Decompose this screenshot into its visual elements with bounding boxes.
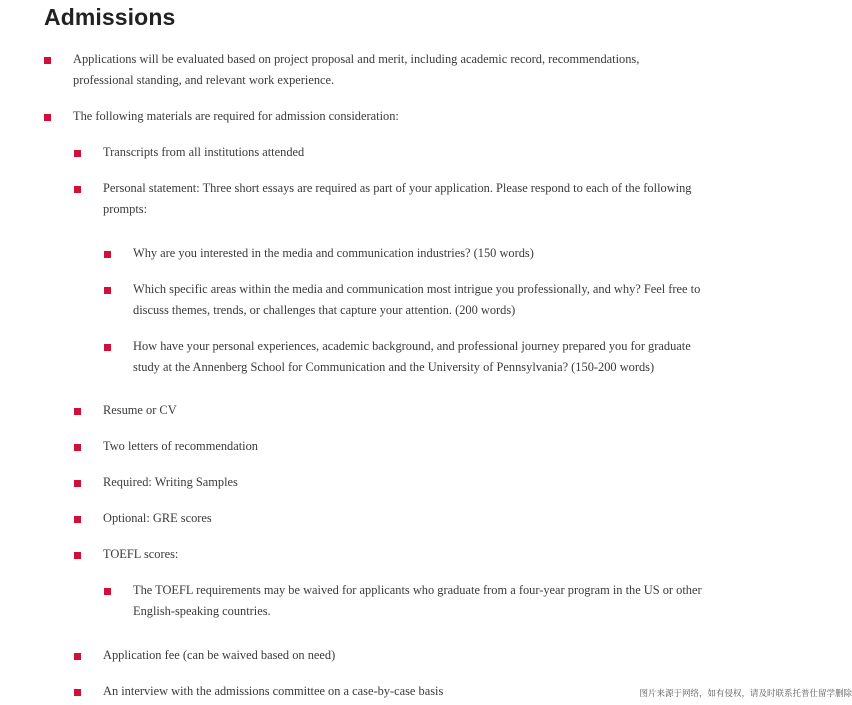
bullet-icon	[104, 344, 111, 351]
page-title: Admissions	[44, 4, 176, 30]
list-item-text: Which specific areas within the media and communication most intrigue you professionally, and why? Feel free to	[133, 282, 701, 296]
list-item-text: Optional: GRE scores	[103, 511, 212, 525]
list-item	[103, 472, 763, 493]
list-item	[133, 580, 763, 622]
bullet-icon	[44, 57, 51, 64]
list-item	[103, 645, 763, 666]
list-item-text: TOEFL scores:	[103, 547, 179, 561]
bullet-icon	[104, 251, 111, 258]
list-item	[103, 142, 763, 163]
bullet-icon	[74, 408, 81, 415]
list-item-text: Applications will be evaluated based on project proposal and merit, including academic record, recommendations,	[73, 52, 640, 66]
list-item	[73, 49, 733, 91]
list-item-text: Personal statement: Three short essays are required as part of your application. Please respond to each of the following	[103, 181, 692, 195]
list-item	[133, 243, 763, 264]
list-item-text: professional standing, and relevant work experience.	[73, 73, 335, 87]
list-item-text: study at the Annenberg School for Communication and the University of Pennsylvania? (150-200 words)	[133, 360, 655, 374]
bullet-icon	[104, 287, 111, 294]
bullet-icon	[74, 480, 81, 487]
bullet-icon	[74, 444, 81, 451]
list-item-text: Required: Writing Samples	[103, 475, 238, 489]
list-item-text: English-speaking countries.	[133, 604, 271, 618]
watermark-text: 图片来源于网络，如有侵权，请及时联系托普仕留学删除	[639, 689, 852, 699]
list-item-text: Transcripts from all institutions attended	[103, 145, 305, 159]
bullet-icon	[74, 653, 81, 660]
list-item	[103, 436, 763, 457]
list-item-text: The following materials are required for admission consideration:	[73, 109, 399, 123]
list-item-text: prompts:	[103, 202, 148, 216]
list-item-text: Application fee (can be waived based on need)	[103, 648, 336, 662]
bullet-icon	[74, 689, 81, 696]
list-item-text: discuss themes, trends, or challenges that capture your attention. (200 words)	[133, 303, 516, 317]
list-item-text: An interview with the admissions committee on a case-by-case basis	[103, 684, 444, 698]
bullet-icon	[74, 186, 81, 193]
bullet-icon	[74, 150, 81, 157]
list-item	[133, 279, 763, 321]
bullet-icon	[74, 552, 81, 559]
list-item-text: Why are you interested in the media and communication industries? (150 words)	[133, 246, 534, 260]
bullet-icon	[74, 516, 81, 523]
list-item	[103, 178, 763, 220]
list-item-text: Resume or CV	[103, 403, 177, 417]
bullet-icon	[104, 588, 111, 595]
bullet-icon	[44, 114, 51, 121]
list-item-text: How have your personal experiences, academic background, and professional journey prepared you for graduate	[133, 339, 691, 353]
list-item-text: The TOEFL requirements may be waived for applicants who graduate from a four-year program in the US or other	[133, 583, 702, 597]
list-item	[133, 336, 763, 378]
list-item	[73, 106, 733, 127]
list-item-text: Two letters of recommendation	[103, 439, 258, 453]
list-item	[103, 544, 763, 565]
list-item	[103, 400, 763, 421]
list-item	[103, 508, 763, 529]
